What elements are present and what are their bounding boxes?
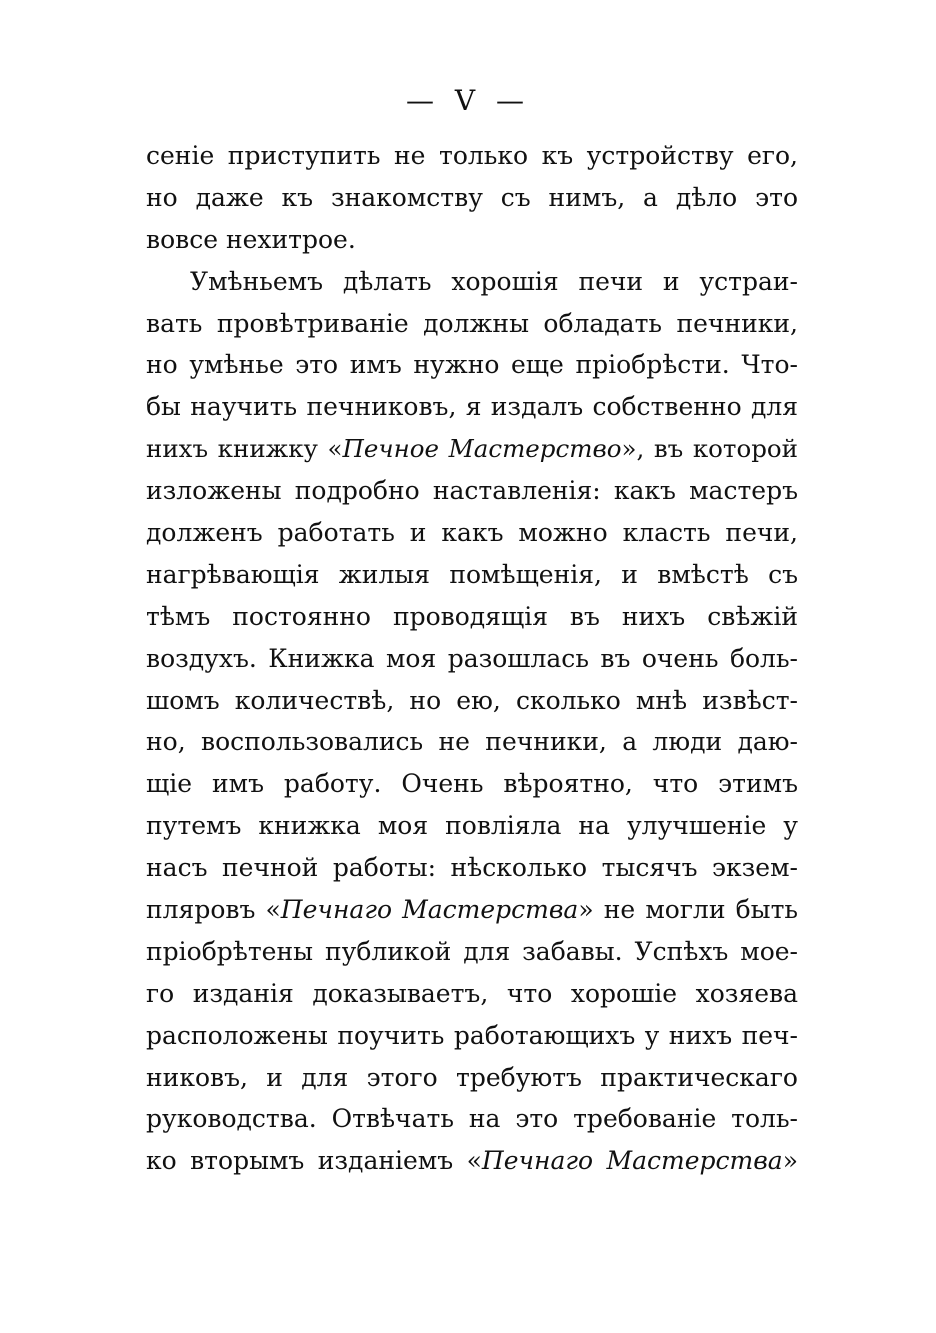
text-line: бы научить печниковъ, я издалъ собственно для [146,392,798,422]
text-line: но умѣнье это имъ нужно еще пріобрѣсти. Что- [146,350,798,380]
text-line: но даже къ знакомству съ нимъ, а дѣло это [146,182,798,212]
text-line [146,889,798,931]
text-line: но, воспользовались не печники, а люди даю- [146,727,798,757]
text-line: пріобрѣтены публикой для забавы. Успѣхъ мое- [146,936,798,966]
text-line: изложены подробно наставленія: какъ мастеръ [146,476,798,506]
text-segment: » не могли быть [578,895,799,925]
text-line: расположены поучить работающихъ у нихъ печ- [146,1020,798,1050]
text-segment: ко вторымъ изданіемъ « [146,1146,482,1176]
text-segment: » [782,1146,799,1176]
text-line: воздухъ. Книжка моя разошлась въ очень боль- [146,643,798,673]
paragraph-first-line: Умѣньемъ дѣлать хорошія печи и устраи- [190,266,798,296]
text-segment: нихъ книжку « [146,434,343,464]
text-line [146,428,798,470]
book-title: Печнаго Мастерства [481,1146,783,1176]
text-line: руководства. Отвѣчать на это требованіе толь- [146,1104,798,1134]
text-line: путемъ книжка моя повліяла на улучшеніе у [146,811,798,841]
text-line: тѣмъ постоянно проводящія въ нихъ свѣжій [146,601,798,631]
text-segment: пляровъ « [146,895,281,925]
text-segment: », въ которой [621,434,799,464]
text-line: насъ печной работы: нѣсколько тысячъ экзем- [146,853,798,883]
text-line: нагрѣвающія жилыя помѣщенія, и вмѣстѣ съ [146,559,798,589]
page-number: — V — [405,84,531,117]
body-text [146,135,798,1182]
text-line: никовъ, и для этого требуютъ практическаго [146,1062,798,1092]
text-line: щіе имъ работу. Очень вѣроятно, что этимъ [146,769,798,799]
text-line: го изданія доказываетъ, что хорошіе хозяева [146,978,798,1008]
text-line: долженъ работать и какъ можно класть печи, [146,518,798,548]
text-line: вать провѣтриваніе должны обладать печники, [146,308,798,338]
text-line [146,1140,798,1182]
book-title: Печное Мастерство [342,434,622,464]
text-line: вовсе нехитрое. [146,224,356,254]
text-line: сеніе приступить не только къ устройству его, [146,141,798,170]
text-line: шомъ количествѣ, но ею, сколько мнѣ извѣст- [146,685,798,715]
book-title: Печнаго Мастерства [280,895,579,925]
